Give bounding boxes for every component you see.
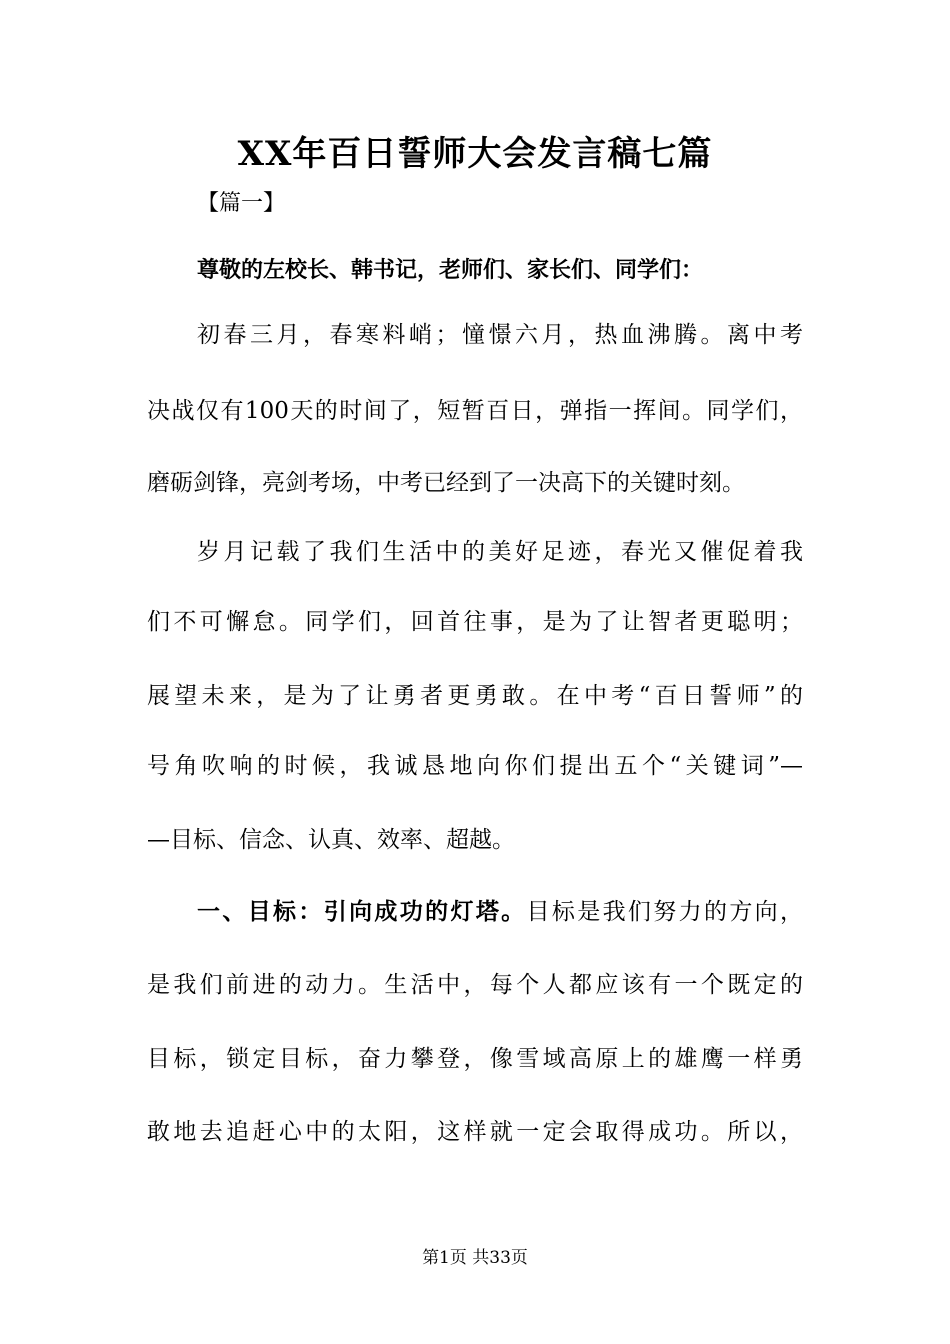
section-label: 【篇一】	[197, 191, 286, 216]
point-one-text: 目标是我们努力的方向，	[526, 899, 804, 925]
document-title: XX年百日誓师大会发言稿七篇	[237, 134, 713, 174]
paragraph-line: 展望未来，是为了让勇者更勇敢。在中考“百日誓师”的	[147, 683, 803, 709]
point-one-line	[197, 893, 803, 926]
paragraph-line: 敢地去追赶心中的太阳，这样就一定会取得成功。所以，	[147, 1119, 803, 1145]
paragraph-line: 们不可懈怠。同学们，回首往事，是为了让智者更聪明；	[147, 609, 803, 635]
paragraph-line: 号角吹响的时候，我诚恳地向你们提出五个“关键词”—	[147, 753, 803, 779]
paragraph-line: 决战仅有100天的时间了，短暂百日，弹指一挥间。同学们，	[147, 398, 803, 424]
paragraph-line: —目标、信念、认真、效率、超越。	[147, 827, 515, 853]
paragraph-line: 岁月记载了我们生活中的美好足迹，春光又催促着我	[197, 539, 803, 565]
paragraph-line: 目标，锁定目标，奋力攀登，像雪域高原上的雄鹰一样勇	[147, 1046, 803, 1072]
paragraph-line: 初春三月，春寒料峭；憧憬六月，热血沸腾。离中考	[197, 322, 803, 348]
point-one-heading: 一、目标：引向成功的灯塔。	[197, 898, 527, 925]
page-number-footer: 第1页 共33页	[422, 1248, 528, 1268]
paragraph-line: 是我们前进的动力。生活中，每个人都应该有一个既定的	[147, 972, 803, 998]
paragraph-line: 磨砺剑锋，亮剑考场，中考已经到了一决高下的关键时刻。	[147, 470, 745, 496]
greeting: 尊敬的左校长、韩书记，老师们、家长们、同学们：	[197, 257, 704, 283]
